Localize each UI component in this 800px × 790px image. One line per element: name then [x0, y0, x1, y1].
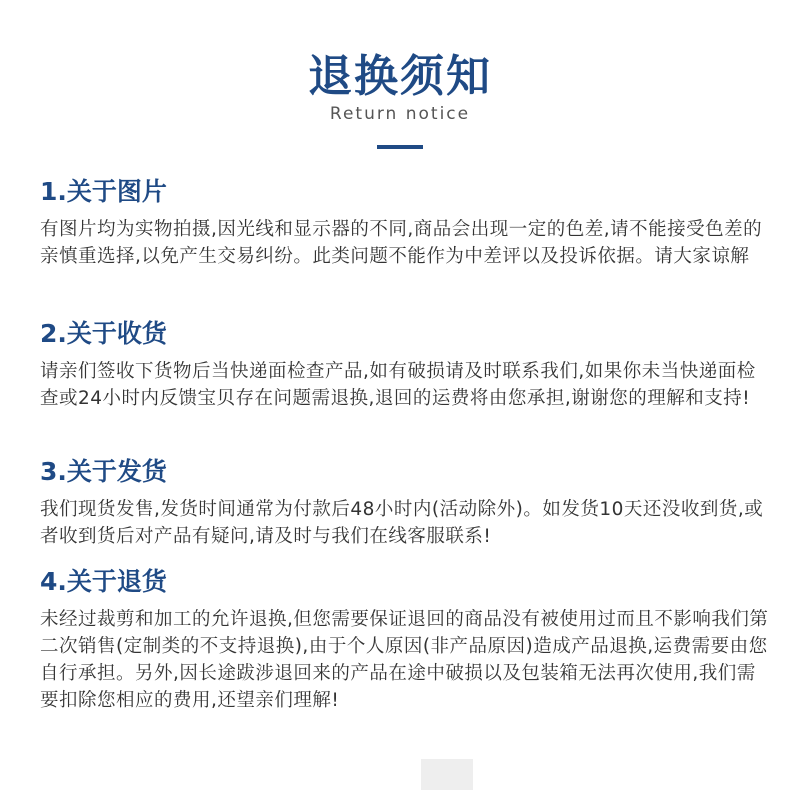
- section-body: 我们现货发售,发货时间通常为付款后48小时内(活动除外)。如发货10天还没收到货,或者收到货后对产品有疑问,请及时与我们在线客服联系!: [40, 499, 764, 547]
- section-body: 未经过裁剪和加工的允许退换,但您需要保证退回的商品没有被使用过而且不影响我们第二次销售(定制类的不支持退换),由于个人原因(非产品原因)造成产品退换,运费需要由您自行承担。另外,因长途跋涉退回来的产品在途中破损以及包装箱无法再次使用,我们需要扣除您相应的费用,还望亲们理解!: [40, 609, 769, 711]
- section-heading: 1.关于图片: [40, 177, 167, 206]
- bottom-placeholder-box: [421, 759, 473, 790]
- section-pictures: [40, 176, 770, 270]
- page-subtitle: Return notice: [329, 104, 471, 124]
- title-divider: [377, 145, 423, 149]
- section-body: 请亲们签收下货物后当快递面检查产品,如有破损请及时联系我们,如果你未当快递面检查或24小时内反馈宝贝存在问题需退换,退回的运费将由您承担,谢谢您的理解和支持!: [40, 361, 756, 409]
- page-title: 退换须知: [308, 51, 492, 102]
- section-heading: 3.关于发货: [40, 457, 167, 486]
- section-receiving: [40, 318, 770, 412]
- section-body: 有图片均为实物拍摄,因光线和显示器的不同,商品会出现一定的色差,请不能接受色差的亲慎重选择,以免产生交易纠纷。此类问题不能作为中差评以及投诉依据。请大家谅解: [40, 219, 763, 267]
- section-returns: [40, 566, 770, 714]
- section-heading: 4.关于退货: [40, 567, 167, 596]
- section-shipping: [40, 456, 770, 550]
- section-heading: 2.关于收货: [40, 319, 167, 348]
